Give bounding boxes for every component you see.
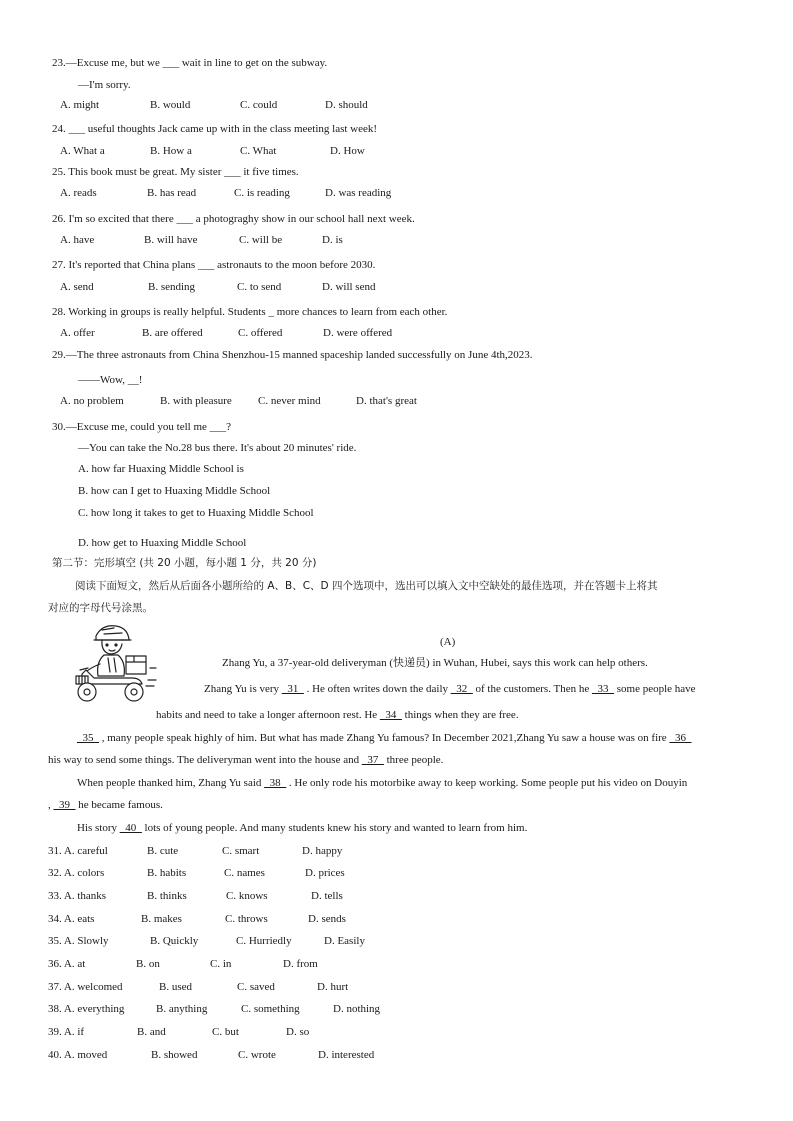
q32-option-b: B. habits bbox=[147, 867, 187, 879]
q26-option-b: B. will have bbox=[144, 234, 198, 246]
q24-option-a: A. What a bbox=[60, 145, 105, 157]
passage-text: When people thanked him, Zhang Yu said bbox=[77, 777, 265, 789]
passage-text: . He often writes down the daily bbox=[303, 683, 451, 695]
q38-option-c: C. something bbox=[241, 1003, 300, 1015]
q36-option-c: C. in bbox=[210, 958, 232, 970]
q29-option-b: B. with pleasure bbox=[160, 395, 232, 407]
q40-option-b: B. showed bbox=[151, 1049, 198, 1061]
q24-stem: 24. ___ useful thoughts Jack came up with in the class meeting last week! bbox=[52, 123, 378, 135]
q26-option-a: A. have bbox=[60, 234, 95, 246]
q31-option-a: 31. A. careful bbox=[48, 845, 108, 857]
q26-option-c: C. will be bbox=[239, 234, 283, 246]
passage-text: habits and need to take a longer afternoon rest. He bbox=[156, 709, 380, 721]
q23-reply: —I'm sorry. bbox=[78, 79, 131, 91]
blank-34: _34_ bbox=[379, 709, 402, 721]
section2-heading: 第二节：完形填空 (共 20 小题，每小题 1 分，共 20 分) bbox=[52, 557, 317, 569]
q23-option-b: B. would bbox=[150, 99, 191, 111]
blank-35: _35_ bbox=[77, 732, 99, 744]
q29-option-c: C. never mind bbox=[258, 395, 321, 407]
blank-36: _36_ bbox=[669, 732, 692, 744]
q33-option-b: B. thinks bbox=[147, 890, 187, 902]
q40-option-a: 40. A. moved bbox=[48, 1049, 108, 1061]
q28-stem: 28. Working in groups is really helpful. Students _ more chances to learn from each other. bbox=[52, 306, 448, 318]
q35-option-a: 35. A. Slowly bbox=[48, 935, 109, 947]
q23-option-a: A. might bbox=[60, 99, 100, 111]
passage-line-8 bbox=[77, 821, 527, 835]
passage-text: His story bbox=[77, 822, 120, 834]
q33-option-c: C. knows bbox=[226, 890, 268, 902]
q28-option-b: B. are offered bbox=[142, 327, 203, 339]
q36-option-b: B. on bbox=[136, 958, 160, 970]
q27-option-d: D. will send bbox=[322, 281, 376, 293]
blank-38: _38_ bbox=[264, 777, 287, 789]
q39-option-d: D. so bbox=[286, 1026, 310, 1038]
q28-option-a: A. offer bbox=[60, 327, 95, 339]
q35-option-b: B. Quickly bbox=[150, 935, 199, 947]
q40-option-d: D. interested bbox=[318, 1049, 375, 1061]
blank-32: _32_ bbox=[450, 683, 473, 695]
q37-option-c: C. saved bbox=[237, 981, 275, 993]
q38-option-a: 38. A. everything bbox=[48, 1003, 125, 1015]
q31-option-c: C. smart bbox=[222, 845, 260, 857]
q27-option-c: C. to send bbox=[237, 281, 282, 293]
q28-option-c: C. offered bbox=[238, 327, 283, 339]
q25-option-b: B. has read bbox=[147, 187, 197, 199]
section2-instruction-line1: 阅读下面短文，然后从后面各小题所给的 A、B、C、D 四个选项中，选出可以填入文中空缺处的最佳选项，并在答题卡上将其 bbox=[75, 580, 658, 592]
q32-option-d: D. prices bbox=[305, 867, 345, 879]
q23-stem: 23.—Excuse me, but we ___ wait in line to get on the subway. bbox=[52, 57, 328, 69]
q28-option-d: D. were offered bbox=[323, 327, 393, 339]
q31-option-d: D. happy bbox=[302, 845, 343, 857]
q30-reply: —You can take the No.28 bus there. It's about 20 minutes' ride. bbox=[78, 442, 357, 454]
q36-option-d: D. from bbox=[283, 958, 318, 970]
q39-option-c: C. but bbox=[212, 1026, 239, 1038]
q29-reply: ——Wow, __! bbox=[78, 374, 143, 386]
q36-option-a: 36. A. at bbox=[48, 958, 86, 970]
q30-option-b: B. how can I get to Huaxing Middle School bbox=[78, 485, 271, 497]
q26-option-d: D. is bbox=[322, 234, 343, 246]
q39-option-b: B. and bbox=[137, 1026, 166, 1038]
passage-line-2 bbox=[204, 682, 696, 696]
passage-label: (A) bbox=[440, 636, 456, 648]
q27-stem: 27. It's reported that China plans ___ astronauts to the moon before 2030. bbox=[52, 259, 376, 271]
passage-text: his way to send some things. The deliveryman went into the house and bbox=[48, 754, 362, 766]
blank-40: _40_ bbox=[119, 822, 142, 834]
passage-text: . He only rode his motorbike away to keep working. Some people put his video on Douyin bbox=[286, 777, 688, 789]
passage-line-4 bbox=[77, 731, 691, 745]
q39-option-a: 39. A. if bbox=[48, 1026, 85, 1038]
q37-option-b: B. used bbox=[159, 981, 192, 993]
passage-text: things when they are free. bbox=[401, 709, 519, 721]
q32-option-a: 32. A. colors bbox=[48, 867, 105, 879]
q29-stem: 29.—The three astronauts from China Shenzhou-15 manned spaceship landed successfully on June 4th,2023. bbox=[52, 349, 533, 361]
q29-option-a: A. no problem bbox=[60, 395, 124, 407]
passage-line-7 bbox=[48, 798, 163, 812]
q33-option-d: D. tells bbox=[311, 890, 343, 902]
passage-line-6 bbox=[77, 776, 687, 790]
q38-option-b: B. anything bbox=[156, 1003, 208, 1015]
q26-stem: 26. I'm so excited that there ___ a photograghy show in our school hall next week. bbox=[52, 213, 415, 225]
passage-text: , many people speak highly of him. But what has made Zhang Yu famous? In December 2021,Zhang Yu saw a house was on fire bbox=[99, 732, 670, 744]
q27-option-b: B. sending bbox=[148, 281, 196, 293]
passage-text: Zhang Yu is very bbox=[204, 683, 282, 695]
section2-instruction-line2: 对应的字母代号涂黑。 bbox=[48, 602, 153, 614]
q23-option-c: C. could bbox=[240, 99, 278, 111]
q38-option-d: D. nothing bbox=[333, 1003, 381, 1015]
passage-text: some people have bbox=[614, 683, 696, 695]
q35-option-d: D. Easily bbox=[324, 935, 365, 947]
q32-option-c: C. names bbox=[224, 867, 265, 879]
q24-option-c: C. What bbox=[240, 145, 277, 157]
passage-line-5 bbox=[48, 753, 443, 767]
passage-text: lots of young people. And many students knew his story and wanted to learn from him. bbox=[141, 822, 528, 834]
q25-option-a: A. reads bbox=[60, 187, 97, 199]
q24-option-b: B. How a bbox=[150, 145, 192, 157]
q25-option-d: D. was reading bbox=[325, 187, 392, 199]
q31-option-b: B. cute bbox=[147, 845, 179, 857]
deliveryman-on-motorbike-icon bbox=[74, 622, 158, 704]
q30-option-a: A. how far Huaxing Middle School is bbox=[78, 463, 244, 475]
q40-option-c: C. wrote bbox=[238, 1049, 276, 1061]
q34-option-d: D. sends bbox=[308, 913, 346, 925]
blank-39: _39_ bbox=[53, 799, 76, 811]
q27-option-a: A. send bbox=[60, 281, 94, 293]
passage-text: of the customers. Then he bbox=[472, 683, 592, 695]
passage-line-1: Zhang Yu, a 37-year-old deliveryman (快递员) in Wuhan, Hubei, says this work can help others. bbox=[222, 657, 648, 669]
q29-option-d: D. that's great bbox=[356, 395, 417, 407]
q25-option-c: C. is reading bbox=[234, 187, 290, 199]
q35-option-c: C. Hurriedly bbox=[236, 935, 292, 947]
blank-31: _31_ bbox=[281, 683, 304, 695]
q34-option-b: B. makes bbox=[141, 913, 182, 925]
passage-line-3 bbox=[156, 708, 519, 722]
q37-option-a: 37. A. welcomed bbox=[48, 981, 123, 993]
q30-option-c: C. how long it takes to get to Huaxing Middle School bbox=[78, 507, 314, 519]
passage-text: he became famous. bbox=[75, 799, 163, 811]
q25-stem: 25. This book must be great. My sister ___ it five times. bbox=[52, 166, 299, 178]
blank-37: _37_ bbox=[361, 754, 384, 766]
q30-option-d: D. how get to Huaxing Middle School bbox=[78, 537, 247, 549]
blank-33: _33_ bbox=[592, 683, 614, 695]
q37-option-d: D. hurt bbox=[317, 981, 349, 993]
passage-text: three people. bbox=[383, 754, 444, 766]
q34-option-c: C. throws bbox=[225, 913, 268, 925]
q34-option-a: 34. A. eats bbox=[48, 913, 95, 925]
q33-option-a: 33. A. thanks bbox=[48, 890, 107, 902]
passage-text: , bbox=[48, 799, 54, 811]
q30-stem: 30.—Excuse me, could you tell me ___? bbox=[52, 421, 232, 433]
q24-option-d: D. How bbox=[330, 145, 365, 157]
q23-option-d: D. should bbox=[325, 99, 368, 111]
